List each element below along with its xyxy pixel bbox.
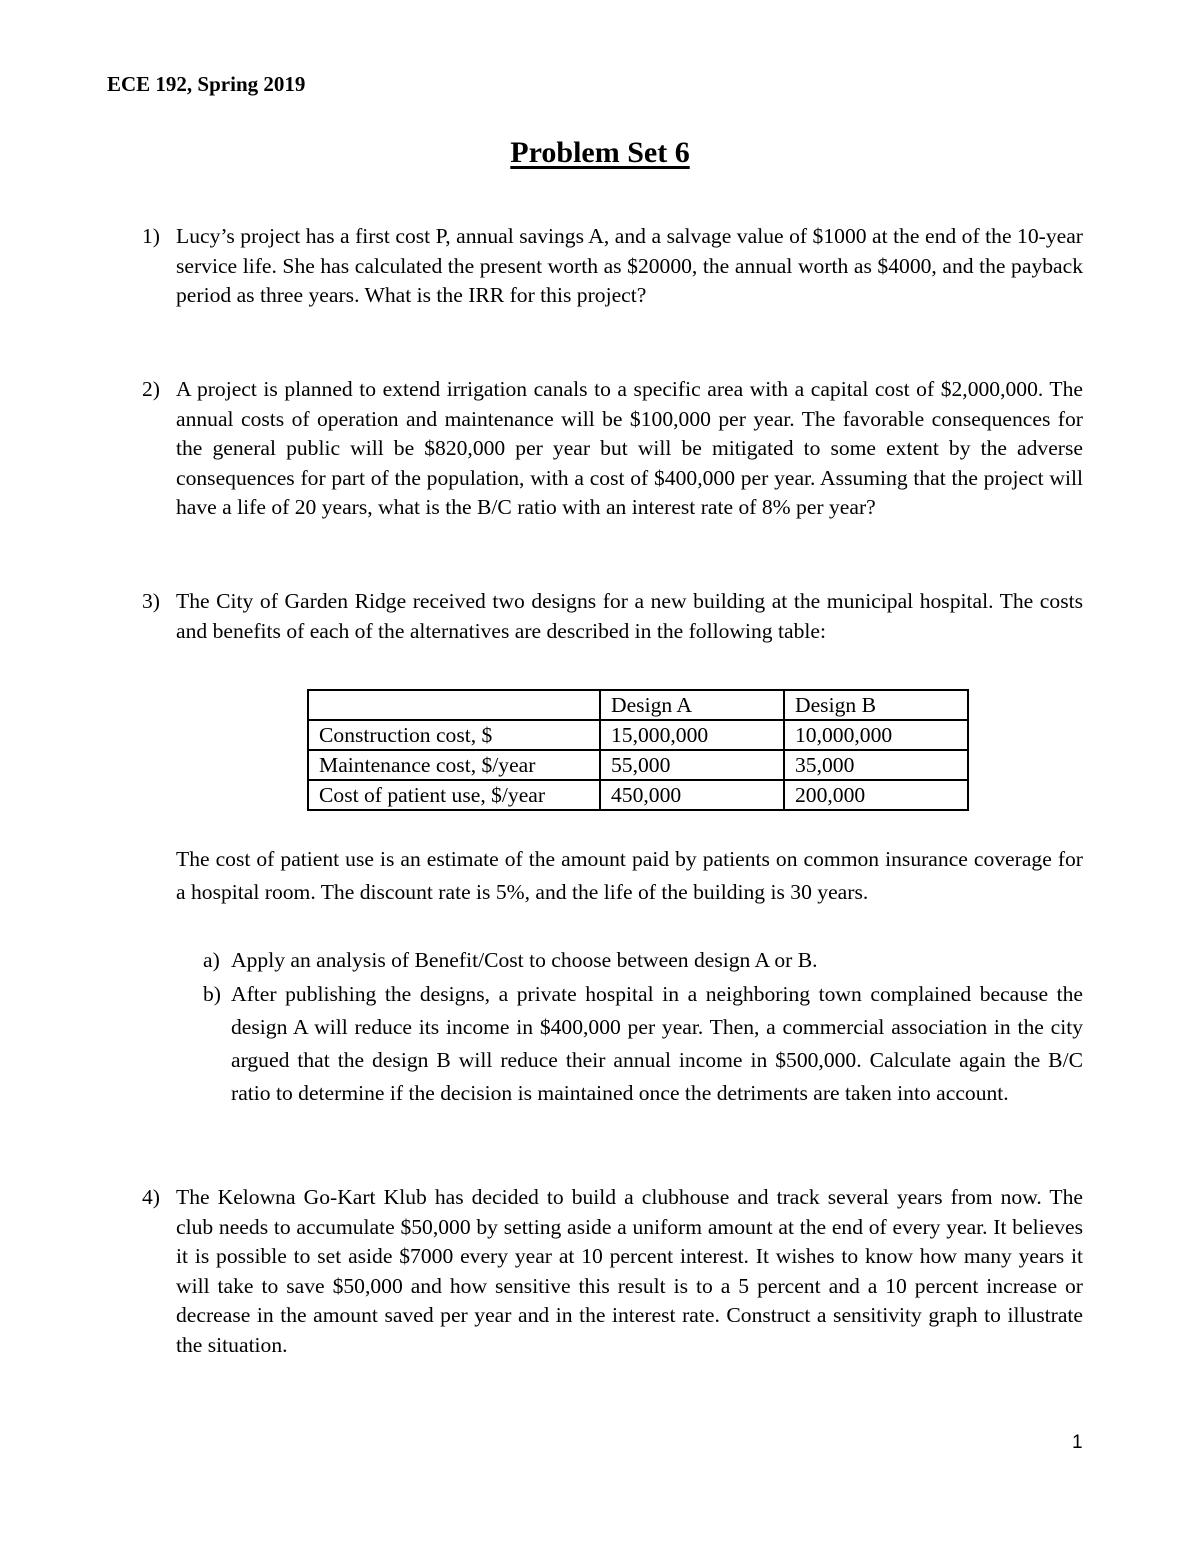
problem-text: A project is planned to extend irrigation canals to a specific area with a capital cost of $2,000,000. The annual costs of operation and maintenance will be $100,000 per year. The favorable consequences for the general public will be $820,000 per year but will be mitigated to some extent by the adverse consequences for part of the population, with a cost of $400,000 per year. Assuming that the project will have a life of 20 years, what is the B/C ratio with an interest rate of 8% per year? xyxy=(176,377,1083,520)
table-cell: Construction cost, $ xyxy=(308,720,600,750)
problem-3 xyxy=(107,587,1083,646)
table-row xyxy=(308,780,968,810)
subpart-text: Apply an analysis of Benefit/Cost to choose between design A or B. xyxy=(231,948,818,972)
table-cell: 55,000 xyxy=(600,750,784,780)
table-cell: 15,000,000 xyxy=(600,720,784,750)
problem-number: 2) xyxy=(142,377,160,401)
subpart-label: a) xyxy=(203,948,220,972)
problem-text: The Kelowna Go-Kart Klub has decided to build a clubhouse and track several years from now. The club needs to accumulate $50,000 by setting aside a uniform amount at the end of every year. It believes it is possible to set aside $7000 every year at 10 percent interest. It wishes to know how many years it will take to save $50,000 and how sensitive this result is to a 5 percent and a 10 percent increase or decrease in the amount saved per year and in the interest rate. Construct a sensitivity graph to illustrate the situation. xyxy=(176,1185,1083,1357)
table-cell: 450,000 xyxy=(600,780,784,810)
problem-text: The City of Garden Ridge received two designs for a new building at the municipal hospital. The costs and benefits of each of the alternatives are described in the following table: xyxy=(176,589,1083,643)
table-header-cell: Design A xyxy=(600,690,784,720)
course-header: ECE 192, Spring 2019 xyxy=(107,72,306,96)
table-row xyxy=(308,750,968,780)
problem-2 xyxy=(107,375,1083,523)
table-cell: 200,000 xyxy=(784,780,968,810)
table-header-row xyxy=(308,690,968,720)
table-header-cell: Design B xyxy=(784,690,968,720)
table-header-cell xyxy=(308,690,600,720)
subpart-a xyxy=(176,944,1083,977)
table-cell: Cost of patient use, $/year xyxy=(308,780,600,810)
problem-number: 3) xyxy=(142,589,160,613)
problem-number: 1) xyxy=(142,224,160,248)
table-cell: Maintenance cost, $/year xyxy=(308,750,600,780)
problem-number: 4) xyxy=(142,1185,160,1209)
problem-4 xyxy=(107,1183,1083,1361)
subpart-b xyxy=(176,978,1083,1110)
table-cell: 10,000,000 xyxy=(784,720,968,750)
page-number: 1 xyxy=(1072,1432,1083,1453)
problem-1 xyxy=(107,222,1083,311)
table-row xyxy=(308,720,968,750)
subpart-text: After publishing the designs, a private hospital in a neighboring town complained because the design A will reduce its income in $400,000 per year. Then, a commercial association in the city argued that the design B will reduce their annual income in $500,000. Calculate again the B/C ratio to determine if the decision is maintained once the detriments are taken into account. xyxy=(231,982,1083,1105)
page-title: Problem Set 6 xyxy=(510,136,690,169)
subpart-label: b) xyxy=(203,982,221,1006)
table-cell: 35,000 xyxy=(784,750,968,780)
problem-text: Lucy’s project has a first cost P, annual savings A, and a salvage value of $1000 at the end of the 10-year service life. She has calculated the present worth as $20000, the annual worth as $4000, and the payback period as three years. What is the IRR for this project? xyxy=(176,224,1083,308)
design-cost-table xyxy=(307,689,969,811)
problem-3-followup-text: The cost of patient use is an estimate of the amount paid by patients on common insurance coverage for a hospital room. The discount rate is 5%, and the life of the building is 30 years. xyxy=(176,847,1083,904)
